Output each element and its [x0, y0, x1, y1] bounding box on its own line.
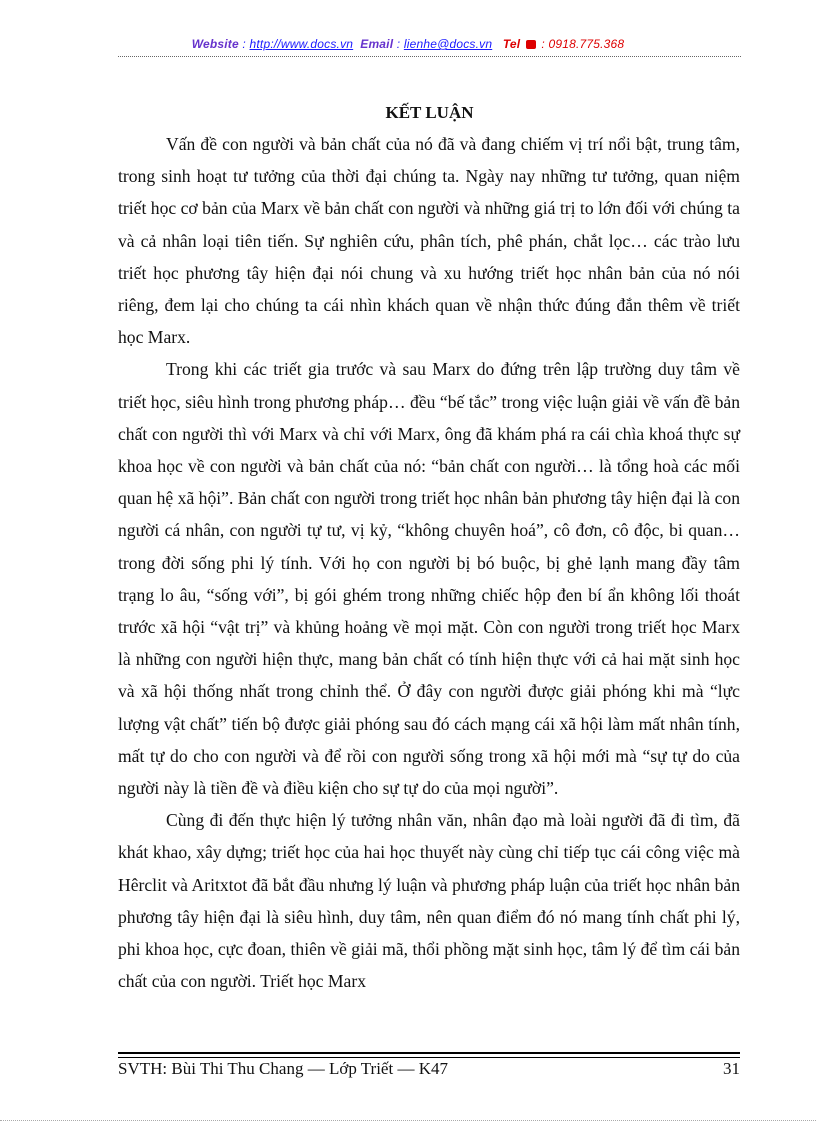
header-divider	[118, 56, 741, 57]
tel-number: 0918.775.368	[548, 37, 625, 51]
page-bottom-divider	[0, 1120, 816, 1121]
paragraph: Trong khi các triết gia trước và sau Marx do đứng trên lập trường duy tâm về triết học, siêu hình trong phương pháp… đều “bế tắc” trong việc luận giải về vấn đề bản chất con người thì với Marx và chỉ với Marx, ông đã khám phá ra cái chìa khoá thực sự khoa học về con người và bản chất của nó: “bản chất con người… là tổng hoà các mối quan hệ xã hội”. Bản chất con người trong triết học nhân bản phương tây hiện đại là con người cá nhân, con người tự tư, vị kỷ, “không chuyên hoá”, cô đơn, cô độc, bi quan… trong đời sống phi lý tính. Với họ con người bị bó buộc, bị ghẻ lạnh mang đầy tâm trạng lo âu, “sống với”, bị gói ghém trong những chiếc hộp đen bí ẩn không lối thoát trước xã hội “vật trị” và khủng hoảng về mọi mặt. Còn con người trong triết học Marx là những con người hiện thực, mang bản chất có tính hiện thực với cả hai mặt sinh học và xã hội thống nhất trong chỉnh thể. Ở đây con người được giải phóng khi mà “lực lượng vật chất” tiến bộ được giải phóng sau đó cách mạng cái xã hội làm mất nhân tính, mất tự do cho con người và để rồi con người sống trong xã hội mới mà “sự tự do của người này là tiền đề và điều kiện cho sự tự do của mọi người”.	[118, 359, 740, 799]
paragraph: Vấn đề con người và bản chất của nó đã và đang chiếm vị trí nổi bật, trung tâm, trong sinh hoạt tư tưởng của thời đại chúng ta. Ngày nay những tư tưởng, quan niệm triết học cơ bản của Marx về bản chất con người và những giá trị to lớn đối với chúng ta và cả nhân loại tiên tiến. Sự nghiên cứu, phân tích, phê phán, chắt lọc… các trào lưu triết học phương tây hiện đại nói chung và xu hướng triết học nhân bản của nó nói riêng, đem lại cho chúng ta cái nhìn khách quan về nhận thức đúng đắn thêm về triết học Marx.	[118, 134, 740, 348]
email-link[interactable]: lienhe@docs.vn	[403, 37, 493, 51]
website-link[interactable]: http://www.docs.vn	[249, 37, 354, 51]
tel-label: Tel	[502, 37, 521, 51]
phone-icon	[526, 40, 536, 49]
page-number: 31	[723, 1059, 740, 1078]
footer-author: SVTH: Bùi Thi Thu Chang — Lớp Triết — K47	[118, 1059, 448, 1078]
tel-separator: :	[537, 37, 549, 51]
paragraph: Cùng đi đến thực hiện lý tưởng nhân văn, nhân đạo mà loài người đã đi tìm, đã khát khao, xây dựng; triết học của hai học thuyết này cùng chỉ tiếp tục cái công việc mà Hêrclit và Aritxtot đã bắt đầu nhưng lý luận và phương pháp luận của triết học nhân bản phương tây hiện đại là siêu hình, duy tâm, nên quan điểm đó nó mang tính chất phi lý, phi khoa học, cực đoan, thiên về giải mã, thổi phồng mặt sinh học, tâm lý để tìm cái bản chất của con người. Triết học Marx	[118, 810, 740, 992]
footer-divider-thick	[118, 1052, 740, 1054]
email-label: Email	[360, 37, 394, 51]
footer-divider-thin	[118, 1057, 740, 1058]
website-label: Website	[191, 37, 239, 51]
page-header	[0, 37, 816, 51]
email-separator: :	[393, 37, 404, 51]
document-body	[118, 128, 740, 997]
page-title: KẾT LUẬN	[385, 103, 474, 122]
website-separator: :	[238, 37, 250, 51]
page-footer	[118, 1059, 740, 1079]
